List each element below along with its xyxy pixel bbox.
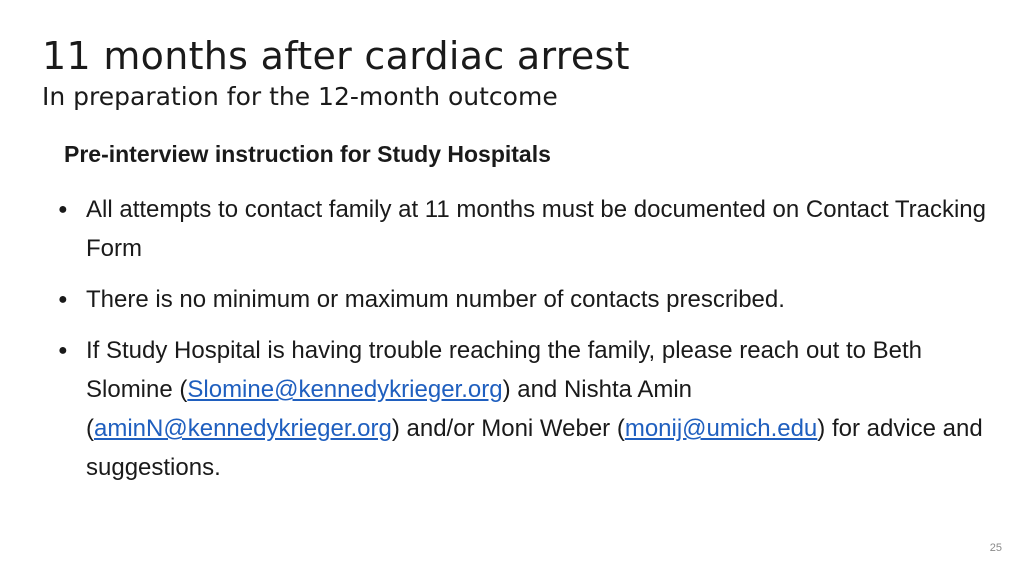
bullet-item-contact-help — [58, 331, 994, 487]
bullet-text-part: If Study Hospital is having trouble reaching the family, please reach out to Beth Slomine ( — [86, 337, 923, 403]
page-number: 25 — [989, 542, 1002, 554]
bullet-text-part: ) for advice and suggestions. — [86, 415, 983, 481]
section-heading: Pre-interview instruction for Study Hospitals — [64, 141, 551, 167]
slide-title: 11 months after cardiac arrest — [42, 34, 630, 78]
bullet-icon: ● — [58, 201, 68, 218]
bullet-item-contact-documentation — [58, 190, 994, 268]
email-link-slomine[interactable]: Slomine@kennedykrieger.org — [187, 376, 503, 403]
slide-content — [58, 138, 994, 499]
email-link-weber[interactable]: monij@umich.edu — [624, 415, 818, 442]
bullet-text: All attempts to contact family at 11 months must be documented on Contact Tracking Form — [86, 196, 986, 262]
slide-subtitle: In preparation for the 12-month outcome — [42, 82, 558, 111]
bullet-icon: ● — [58, 291, 68, 308]
bullet-item-contact-count — [58, 280, 994, 319]
bullet-text-part: ) and/or Moni Weber ( — [391, 415, 625, 442]
email-link-amin[interactable]: aminN@kennedykrieger.org — [94, 415, 392, 442]
bullet-text — [86, 337, 983, 481]
bullet-text: There is no minimum or maximum number of contacts prescribed. — [86, 286, 785, 313]
bullet-text-part: ) and Nishta Amin ( — [86, 376, 692, 442]
bullet-icon: ● — [58, 342, 68, 359]
